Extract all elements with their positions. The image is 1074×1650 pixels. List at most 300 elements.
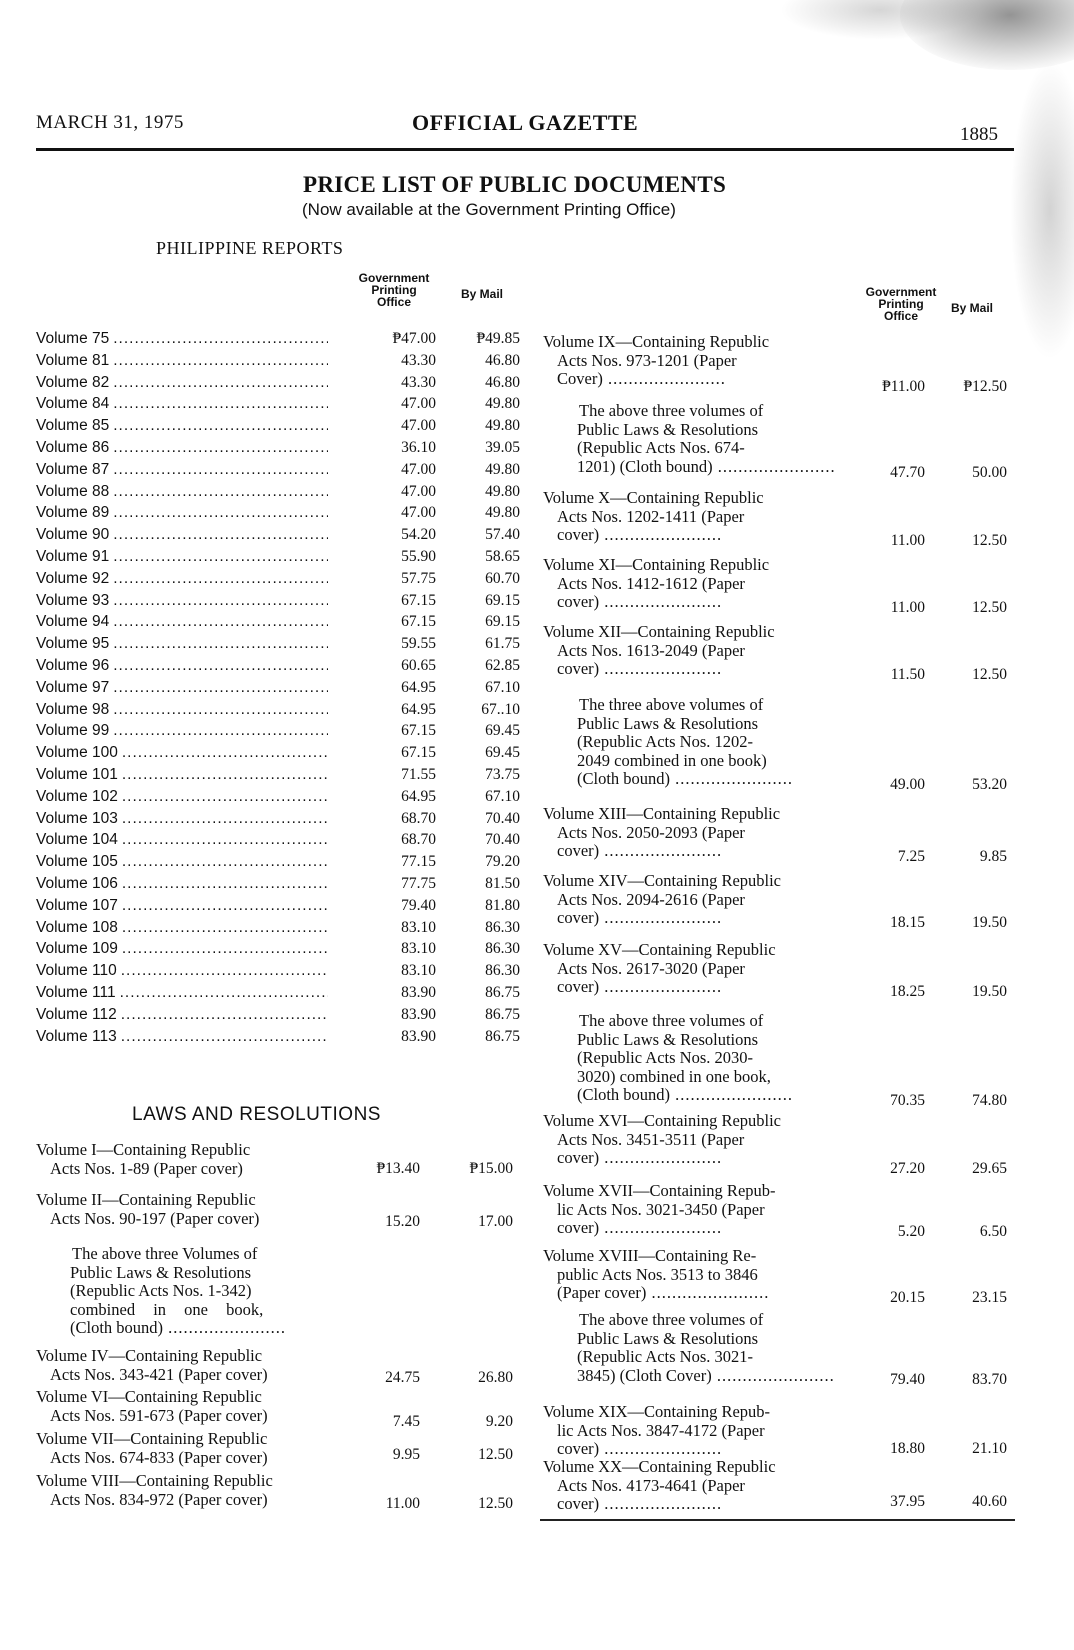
col-gpo-line1: Government — [865, 285, 937, 299]
leader-dots — [113, 570, 328, 588]
price-gpo: 68.70 — [401, 831, 436, 849]
leader-dots — [113, 526, 328, 544]
page-number: 1885 — [960, 124, 998, 145]
entry-line — [543, 458, 843, 477]
volume-label — [36, 548, 328, 566]
column-header-gpo-right — [851, 286, 951, 322]
volume-row — [36, 962, 536, 984]
leader-dots — [599, 1148, 722, 1167]
leader-dots — [122, 919, 328, 937]
price-gpo: 57.75 — [401, 569, 436, 587]
volume-label — [36, 592, 328, 610]
price-mail: 67.10 — [485, 678, 520, 696]
volume-label-text: Volume 109 — [36, 940, 118, 958]
volume-label-text: Volume 92 — [36, 569, 110, 587]
price-mail: 9.20 — [485, 1413, 513, 1430]
leader-dots — [163, 1318, 286, 1337]
price-gpo: 83.90 — [401, 1005, 436, 1023]
entry-line-text: cover) — [557, 1494, 600, 1513]
price-mail: 60.70 — [485, 569, 520, 587]
price-gpo: 18.15 — [890, 914, 925, 931]
entry-line: Volume XIII—Containing Republic — [543, 804, 781, 823]
entry-line: Volume IX—Containing Republic — [543, 332, 770, 351]
volume-label-text: Volume 102 — [36, 787, 118, 805]
entry-line — [543, 1149, 843, 1168]
leader-dots — [603, 369, 726, 388]
volume-label-text: Volume 100 — [36, 744, 118, 762]
volume-row — [36, 504, 536, 526]
volume-row — [36, 613, 536, 635]
leader-dots — [120, 984, 328, 1002]
volume-row — [36, 635, 536, 657]
entry-line: Volume IV—Containing Republic — [36, 1346, 263, 1365]
price-gpo: 54.20 — [401, 526, 436, 544]
price-gpo: 20.15 — [890, 1289, 925, 1306]
entry-line: Volume XIX—Containing Repub- — [543, 1402, 771, 1421]
column-end-rule — [540, 1519, 1015, 1521]
reports-volume-list — [36, 330, 536, 1049]
entry-line: Volume XVIII—Containing Re- — [543, 1246, 757, 1265]
law-entry — [36, 1245, 346, 1338]
entry-line-text: cover) — [557, 659, 600, 678]
volume-label — [36, 330, 328, 348]
price-gpo: 47.00 — [401, 395, 436, 413]
entry-line — [543, 370, 843, 389]
section-heading-reports: PHILIPPINE REPORTS — [156, 238, 344, 258]
entry-line: Volume VII—Containing Republic — [36, 1429, 268, 1448]
volume-row — [36, 722, 536, 744]
entry-line: Public Laws & Resolutions — [577, 713, 759, 733]
price-gpo: 77.75 — [401, 874, 436, 892]
entry-line: Public Laws & Resolutions — [577, 1328, 759, 1348]
leader-dots — [599, 977, 722, 996]
law-entry — [543, 696, 843, 789]
entry-line: combined in one book, — [70, 1299, 264, 1319]
volume-label-text: Volume 91 — [36, 547, 110, 565]
law-entry — [543, 941, 843, 997]
price-mail: 86.75 — [485, 1005, 520, 1023]
entry-line: The three above volumes of — [579, 695, 764, 714]
volume-label-text: Volume 113 — [36, 1027, 117, 1045]
volume-label-text: Volume 98 — [36, 700, 110, 718]
volume-row — [36, 766, 536, 788]
entry-line: Volume VIII—Containing Republic — [36, 1471, 273, 1490]
entry-line: Acts Nos. 973-1201 (Paper — [557, 350, 737, 370]
volume-row — [36, 853, 536, 875]
entry-line: Volume XIV—Containing Republic — [543, 871, 782, 890]
volume-row — [36, 897, 536, 919]
leader-dots — [122, 788, 328, 806]
law-entry — [543, 489, 843, 545]
volume-row — [36, 483, 536, 505]
scan-noise — [1010, 60, 1074, 360]
price-mail: 49.80 — [485, 395, 520, 413]
price-mail: ₱15.00 — [469, 1160, 513, 1177]
leader-dots — [599, 592, 722, 611]
volume-row — [36, 439, 536, 461]
entry-line: Acts Nos. 2617-3020 (Paper — [557, 958, 745, 978]
law-entry — [543, 1112, 843, 1168]
leader-dots — [122, 744, 328, 762]
entry-line: Volume II—Containing Republic — [36, 1190, 256, 1209]
price-mail: 19.50 — [972, 983, 1007, 1000]
entry-line: Volume XVII—Containing Repub- — [543, 1181, 776, 1200]
col-gpo-line2: Printing — [878, 297, 924, 311]
price-mail: 58.65 — [485, 547, 520, 565]
leader-dots — [599, 525, 722, 544]
price-mail: 26.80 — [478, 1369, 513, 1386]
price-mail: 46.80 — [485, 373, 520, 391]
volume-label — [36, 1006, 328, 1024]
entry-line-text: 3845) (Cloth Cover) — [577, 1365, 712, 1385]
entry-line — [543, 1219, 843, 1238]
volume-row — [36, 548, 536, 570]
entry-line: Volume XX—Containing Republic — [543, 1457, 776, 1476]
leader-dots — [122, 875, 328, 893]
price-gpo: 43.30 — [401, 351, 436, 369]
volume-row — [36, 395, 536, 417]
volume-row — [36, 526, 536, 548]
leader-dots — [113, 722, 328, 740]
volume-label-text: Volume 112 — [36, 1005, 117, 1023]
entry-line-text: cover) — [557, 908, 600, 927]
entry-line: lic Acts Nos. 3021-3450 (Paper — [557, 1199, 765, 1219]
law-entry — [543, 872, 843, 928]
leader-dots — [113, 352, 328, 370]
price-mail: 81.50 — [485, 874, 520, 892]
price-gpo: 7.45 — [392, 1413, 420, 1430]
price-mail: 86.30 — [485, 962, 520, 980]
price-gpo: 37.95 — [890, 1493, 925, 1510]
entry-line — [543, 770, 843, 789]
entry-line: Acts Nos. 2094-2616 (Paper — [557, 889, 745, 909]
law-entry — [543, 1403, 843, 1459]
price-gpo: 64.95 — [401, 678, 436, 696]
leader-dots — [113, 679, 328, 697]
leader-dots — [712, 1366, 835, 1385]
price-gpo: 68.70 — [401, 809, 436, 827]
price-gpo: 47.70 — [890, 464, 925, 481]
leader-dots — [113, 417, 328, 435]
price-mail: 83.70 — [972, 1371, 1007, 1388]
volume-label — [36, 613, 328, 631]
price-gpo: 27.20 — [890, 1160, 925, 1177]
price-mail: 29.65 — [972, 1160, 1007, 1177]
entry-line — [543, 1495, 843, 1514]
entry-line: Public Laws & Resolutions — [70, 1262, 252, 1282]
price-mail: 81.80 — [485, 896, 520, 914]
header-rule — [36, 148, 1014, 151]
entry-line: The above three volumes of — [579, 401, 764, 420]
price-gpo: 83.10 — [401, 940, 436, 958]
entry-line — [543, 978, 843, 997]
price-gpo: 64.95 — [401, 700, 436, 718]
price-gpo: 43.30 — [401, 373, 436, 391]
volume-row — [36, 570, 536, 592]
volume-label-text: Volume 86 — [36, 438, 110, 456]
entry-line: (Republic Acts Nos. 674- — [577, 438, 745, 457]
price-mail: 12.50 — [972, 532, 1007, 549]
entry-line — [543, 1367, 843, 1386]
entry-line-text: cover) — [557, 841, 600, 860]
volume-label — [36, 766, 328, 784]
volume-label-text: Volume 99 — [36, 722, 110, 740]
price-mail: 50.00 — [972, 464, 1007, 481]
entry-line: (Republic Acts Nos. 2030- — [577, 1048, 753, 1067]
price-gpo: 5.20 — [897, 1223, 925, 1240]
volume-label-text: Volume 105 — [36, 853, 118, 871]
entry-line-text: cover) — [557, 592, 600, 611]
price-mail: 70.40 — [485, 831, 520, 849]
leader-dots — [122, 897, 328, 915]
volume-label — [36, 570, 328, 588]
price-mail: 69.45 — [485, 722, 520, 740]
entry-line-text: cover) — [557, 977, 600, 996]
entry-line — [543, 593, 843, 612]
price-gpo: 67.15 — [401, 591, 436, 609]
entry-line: Acts Nos. 674-833 (Paper cover) — [50, 1447, 268, 1467]
volume-label — [36, 461, 328, 479]
price-mail: 12.50 — [972, 666, 1007, 683]
section-heading-laws: LAWS AND RESOLUTIONS — [132, 1104, 381, 1125]
entry-line: lic Acts Nos. 3847-4172 (Paper — [557, 1420, 765, 1440]
leader-dots — [122, 940, 328, 958]
column-header-mail-right: By Mail — [951, 301, 994, 315]
volume-row — [36, 1028, 536, 1050]
volume-label — [36, 788, 328, 806]
entry-line: Acts Nos. 90-197 (Paper cover) — [50, 1208, 260, 1228]
price-mail: 6.50 — [979, 1223, 1007, 1240]
entry-line: Volume I—Containing Republic — [36, 1140, 251, 1159]
price-gpo: 79.40 — [890, 1371, 925, 1388]
price-mail: 61.75 — [485, 635, 520, 653]
price-gpo: 49.00 — [890, 776, 925, 793]
entry-line: Public Laws & Resolutions — [577, 1029, 759, 1049]
entry-line-text: cover) — [557, 525, 600, 544]
leader-dots — [121, 1028, 328, 1046]
entry-line: Acts Nos. 1613-2049 (Paper — [557, 640, 745, 660]
entry-line: Volume XVI—Containing Republic — [543, 1111, 782, 1130]
price-gpo: ₱47.00 — [392, 330, 436, 347]
entry-line: 3020) combined in one book, — [577, 1066, 771, 1086]
volume-row — [36, 374, 536, 396]
leader-dots — [113, 483, 328, 501]
entry-line: The above three volumes of — [579, 1011, 764, 1030]
price-mail: 9.85 — [979, 848, 1007, 865]
leader-dots — [599, 908, 722, 927]
price-gpo: ₱11.00 — [882, 378, 925, 395]
price-mail: 39.05 — [485, 438, 520, 456]
entry-line: Acts Nos. 1412-1612 (Paper — [557, 573, 745, 593]
volume-label — [36, 352, 328, 370]
volume-label-text: Volume 82 — [36, 373, 110, 391]
price-gpo: 9.95 — [392, 1446, 420, 1463]
price-mail: 49.80 — [485, 417, 520, 435]
entry-line-text: cover) — [557, 1439, 600, 1458]
entry-line — [543, 842, 843, 861]
volume-label-text: Volume 88 — [36, 482, 110, 500]
leader-dots — [599, 1218, 722, 1237]
volume-label-text: Volume 107 — [36, 896, 118, 914]
leader-dots — [670, 1085, 793, 1104]
price-mail: 74.80 — [972, 1092, 1007, 1109]
volume-label — [36, 722, 328, 740]
volume-label — [36, 395, 328, 413]
volume-row — [36, 330, 536, 352]
leader-dots — [599, 1439, 722, 1458]
price-gpo: 36.10 — [401, 438, 436, 456]
leader-dots — [113, 657, 328, 675]
entry-line-text: Cover) — [557, 369, 603, 388]
volume-label-text: Volume 84 — [36, 395, 110, 413]
entry-line — [543, 526, 843, 545]
leader-dots — [113, 374, 328, 392]
col-gpo-line1: Government — [358, 271, 430, 285]
volume-label-text: Volume 101 — [36, 765, 118, 783]
price-gpo: 11.00 — [385, 1495, 420, 1512]
leader-dots — [113, 461, 328, 479]
entry-line: Acts Nos. 1202-1411 (Paper — [557, 506, 745, 526]
price-mail: ₱49.85 — [476, 330, 520, 347]
price-gpo: 83.10 — [401, 918, 436, 936]
price-mail: 57.40 — [485, 526, 520, 544]
law-entry — [543, 805, 843, 861]
volume-row — [36, 701, 536, 723]
volume-row — [36, 984, 536, 1006]
leader-dots — [121, 962, 328, 980]
volume-label — [36, 635, 328, 653]
price-mail: 86.75 — [485, 983, 520, 1001]
price-mail: ₱12.50 — [963, 378, 1007, 395]
leader-dots — [599, 1494, 722, 1513]
entry-line: Acts Nos. 4173-4641 (Paper — [557, 1475, 745, 1495]
volume-row — [36, 744, 536, 766]
price-gpo: 71.55 — [401, 765, 436, 783]
volume-row — [36, 875, 536, 897]
leader-dots — [113, 613, 328, 631]
price-gpo: 47.00 — [401, 417, 436, 435]
entry-line-text: 1201) (Cloth bound) — [577, 456, 713, 476]
law-entry — [543, 1311, 843, 1385]
law-entry — [543, 402, 843, 476]
price-gpo: 64.95 — [401, 787, 436, 805]
volume-label — [36, 679, 328, 697]
entry-line: 2049 combined in one book) — [577, 750, 767, 770]
volume-label-text: Volume 90 — [36, 526, 110, 544]
price-mail: 21.10 — [972, 1440, 1007, 1457]
entry-line: Acts Nos. 834-972 (Paper cover) — [50, 1489, 268, 1509]
price-gpo: 67.15 — [401, 744, 436, 762]
entry-line: (Republic Acts Nos. 1-342) — [70, 1281, 252, 1300]
price-gpo: 70.35 — [890, 1092, 925, 1109]
column-header-mail: By Mail — [461, 287, 504, 301]
entry-line — [36, 1319, 346, 1338]
volume-label — [36, 897, 328, 915]
entry-line: Acts Nos. 1-89 (Paper cover) — [50, 1158, 243, 1178]
entry-line-text: (Cloth bound) — [577, 1085, 671, 1104]
price-mail: 46.80 — [485, 351, 520, 369]
volume-label-text: Volume 96 — [36, 656, 110, 674]
price-mail: 86.30 — [485, 918, 520, 936]
law-entry — [543, 1012, 843, 1105]
price-mail: 69.45 — [485, 744, 520, 762]
price-mail: 12.50 — [478, 1495, 513, 1512]
volume-label-text: Volume 97 — [36, 678, 110, 696]
law-entry — [543, 556, 843, 612]
price-gpo: ₱13.40 — [376, 1160, 420, 1177]
entry-line: Volume XV—Containing Republic — [543, 940, 776, 959]
volume-label-text: Volume 108 — [36, 918, 118, 936]
price-mail: 12.50 — [972, 599, 1007, 616]
volume-label — [36, 853, 328, 871]
entry-line: Acts Nos. 3451-3511 (Paper — [557, 1129, 745, 1149]
price-gpo: 7.25 — [897, 848, 925, 865]
price-gpo: 83.90 — [401, 1027, 436, 1045]
volume-row — [36, 461, 536, 483]
price-gpo: 24.75 — [385, 1369, 420, 1386]
header-date: MARCH 31, 1975 — [36, 112, 184, 133]
volume-label — [36, 701, 328, 719]
volume-label-text: Volume 106 — [36, 874, 118, 892]
leader-dots — [646, 1283, 769, 1302]
leader-dots — [113, 439, 328, 457]
price-mail: 17.00 — [478, 1213, 513, 1230]
law-entry — [543, 623, 843, 679]
entry-line: Acts Nos. 2050-2093 (Paper — [557, 822, 745, 842]
entry-line: Volume VI—Containing Republic — [36, 1387, 262, 1406]
leader-dots — [113, 635, 328, 653]
price-mail: 12.50 — [478, 1446, 513, 1463]
price-gpo: 79.40 — [401, 896, 436, 914]
col-gpo-line2: Printing — [371, 283, 417, 297]
column-header-gpo — [344, 272, 444, 308]
volume-row — [36, 352, 536, 374]
price-gpo: 83.10 — [401, 962, 436, 980]
volume-label-text: Volume 95 — [36, 635, 110, 653]
law-entry — [36, 1191, 346, 1228]
volume-label-text: Volume 81 — [36, 351, 110, 369]
entry-line: Acts Nos. 591-673 (Paper cover) — [50, 1405, 268, 1425]
volume-row — [36, 417, 536, 439]
entry-line — [543, 1440, 843, 1459]
leader-dots — [599, 659, 722, 678]
leader-dots — [113, 701, 328, 719]
entry-line: (Republic Acts Nos. 3021- — [577, 1347, 753, 1366]
price-gpo: 77.15 — [401, 853, 436, 871]
entry-line: The above three Volumes of — [72, 1244, 258, 1263]
volume-label — [36, 875, 328, 893]
price-gpo: 18.80 — [890, 1440, 925, 1457]
law-entry — [543, 1458, 843, 1514]
entry-line-text: (Cloth bound) — [70, 1318, 164, 1337]
volume-label-text: Volume 110 — [36, 962, 117, 980]
volume-label-text: Volume 94 — [36, 613, 110, 631]
volume-label — [36, 417, 328, 435]
price-gpo: 47.00 — [401, 504, 436, 522]
price-mail: 49.80 — [485, 504, 520, 522]
price-mail: 49.80 — [485, 460, 520, 478]
price-gpo: 47.00 — [401, 482, 436, 500]
price-mail: 86.75 — [485, 1027, 520, 1045]
volume-row — [36, 679, 536, 701]
leader-dots — [670, 769, 793, 788]
volume-label — [36, 439, 328, 457]
entry-line: Volume X—Containing Republic — [543, 488, 764, 507]
leader-dots — [122, 766, 328, 784]
page-subtitle: (Now available at the Government Printing Office) — [302, 200, 676, 219]
price-gpo: 11.50 — [890, 666, 925, 683]
price-gpo: 55.90 — [401, 547, 436, 565]
